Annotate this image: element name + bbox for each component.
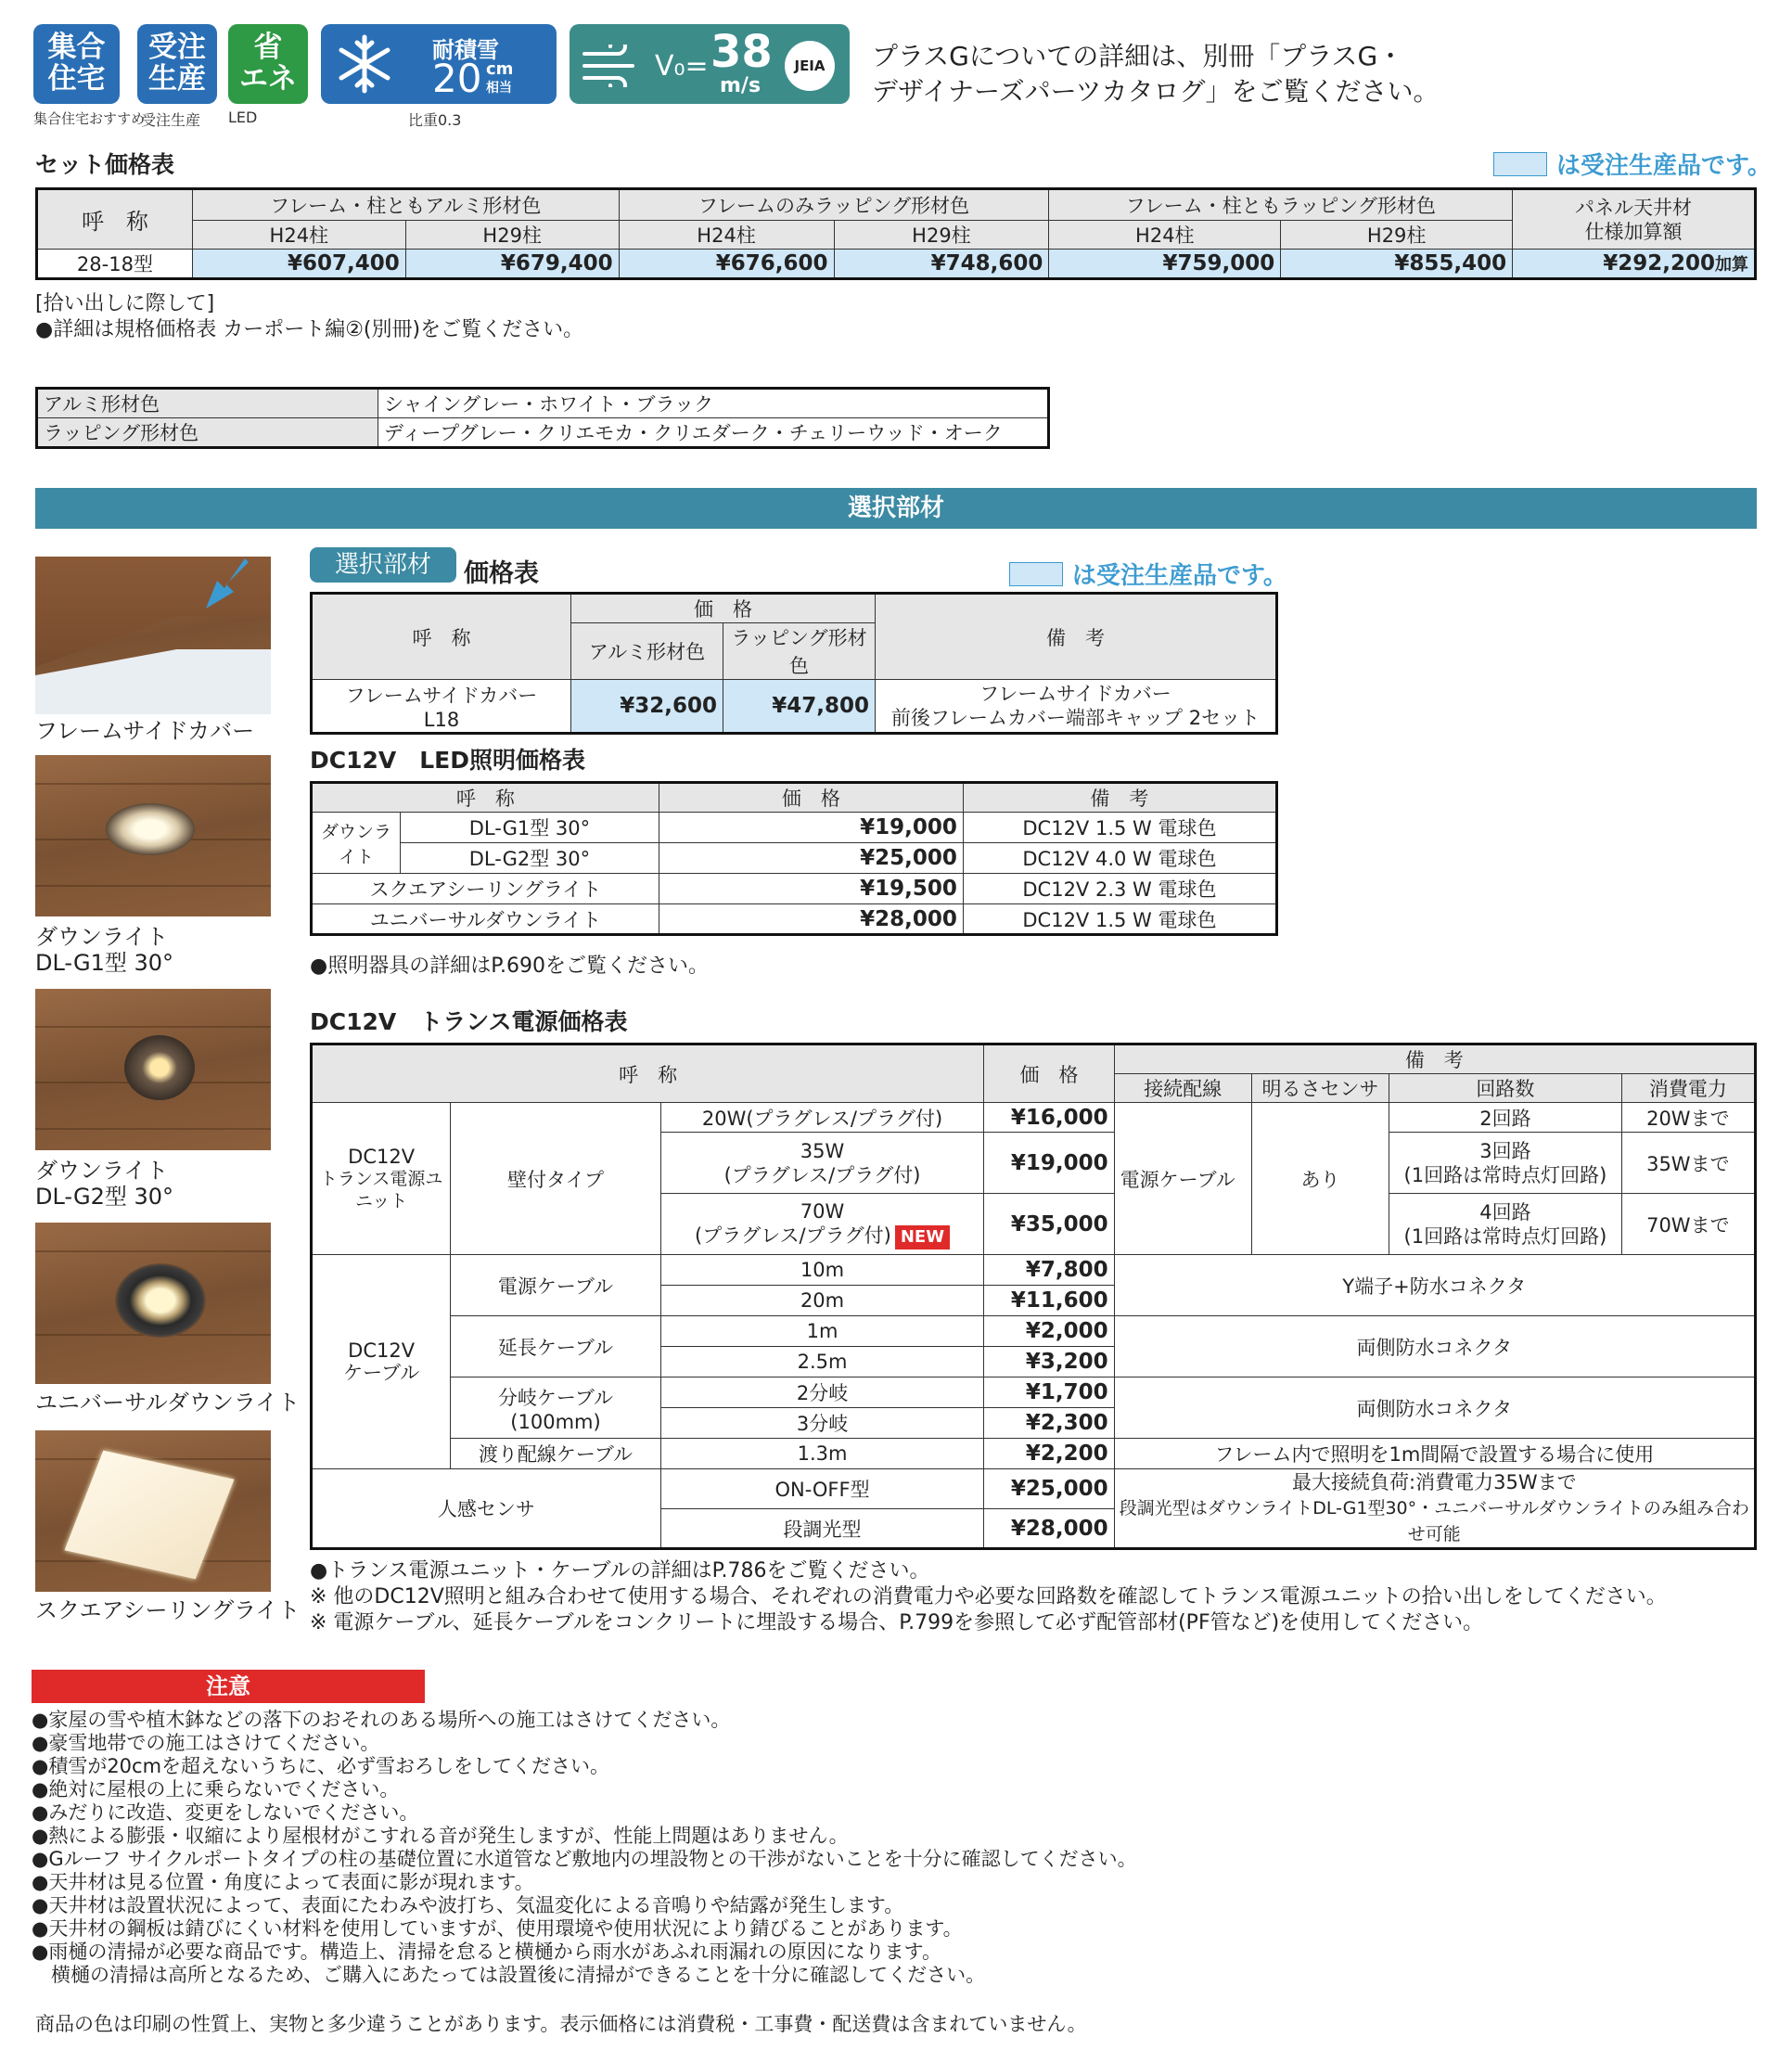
group-header: フレーム・柱ともラッピング形材色 [1049, 189, 1513, 221]
row-name: フレームサイドカバー L18 [312, 680, 571, 734]
sensor-spec: ON-OFF型 [660, 1469, 984, 1509]
sub-header: アルミ形材色 [571, 623, 723, 680]
cable-group: DC12V ケーブル [312, 1255, 451, 1469]
price-cell: ¥7,800 [984, 1255, 1114, 1286]
caution-item: ●天井材は設置状況によって、表面にたわみや波打ち、気温変化による音鳴りや結露が発生します。 [32, 1894, 904, 1916]
col-price: 価 格 [984, 1044, 1114, 1103]
trans-note: ※ 他のDC12V照明と組み合わせて使用する場合、それぞれの消費電力や必要な回路数を確認してトランス電源ユニットの拾い出しをしてください。 [310, 1585, 1667, 1608]
price-cell: ¥19,000 [984, 1133, 1114, 1194]
color-value: ディープグレー・クリエモカ・クリエダーク・チェリーウッド・オーク [378, 418, 1049, 448]
sensor-cell: あり [1251, 1103, 1389, 1255]
option-tag: 選択部材 [310, 547, 456, 583]
led-note: ●照明器具の詳細はP.690をご覧ください。 [310, 955, 710, 978]
sub-header: H29柱 [1281, 221, 1513, 250]
note-cell: DC12V 1.5 W 電球色 [963, 813, 1276, 843]
made-to-order-legend: は受注生産品です。 [1493, 147, 1772, 181]
power-cell: 70Wまで [1621, 1194, 1755, 1255]
circuit-cell: 3回路 (1回路は常時点灯回路) [1389, 1133, 1621, 1194]
price-cell: ¥855,400 [1281, 250, 1513, 279]
caution-bar: 注意 [32, 1670, 425, 1703]
intro-text: プラスGについての詳細は、別冊「プラスG・ デザイナーズパーツカタログ」をご覧ください。 [872, 41, 1440, 107]
cable-spec: 2分岐 [660, 1377, 984, 1408]
caution-item: ●豪雪地帯での施工はさけてください。 [32, 1732, 380, 1754]
sensor-name: 人感センサ [312, 1469, 661, 1549]
badge-apartment-caption: 集合住宅おすすめ [33, 110, 146, 127]
wind-unit: m/s [720, 74, 762, 97]
sub-header: H29柱 [405, 221, 619, 250]
cable-note: 両側防水コネクタ [1114, 1316, 1755, 1377]
price-cell: ¥25,000 [984, 1469, 1114, 1509]
panel-price-cell: ¥292,200加算 [1513, 250, 1756, 279]
sub-header: H29柱 [834, 221, 1049, 250]
badge-wind-speed [570, 24, 850, 104]
price-cell: ¥19,500 [659, 874, 963, 904]
snow-unit: cm [486, 59, 514, 79]
cable-name: 渡り配線ケーブル [451, 1439, 660, 1469]
cable-spec: 3分岐 [660, 1408, 984, 1439]
colors-table [35, 387, 1050, 449]
footer-note: 商品の色は印刷の性質上、実物と多少違うことがあります。表示価格には消費税・工事費・配送費は含まれていません。 [35, 2013, 1087, 2035]
power-cell: 35Wまで [1621, 1133, 1755, 1194]
caution-item: ●天井材は見る位置・角度によって表面に影が現れます。 [32, 1871, 534, 1893]
photo-square-ceiling-light [35, 1430, 271, 1592]
trans-price-table [310, 1043, 1757, 1550]
wind-label: V₀= [655, 50, 709, 83]
price-cell: ¥676,600 [619, 250, 834, 279]
price-cell: ¥607,400 [192, 250, 405, 279]
price-cell: ¥2,200 [984, 1439, 1114, 1469]
price-cell: ¥35,000 [984, 1194, 1114, 1255]
legend-swatch [1493, 152, 1547, 176]
unit-type: 壁付タイプ [451, 1103, 660, 1255]
group-header: フレームのみラッピング形材色 [619, 189, 1049, 221]
cable-spec: 10m [660, 1255, 984, 1286]
price-cell: ¥748,600 [834, 250, 1049, 279]
photo-caption: ダウンライト DL-G1型 30° [35, 924, 174, 976]
caution-item: 横樋の清掃は高所となるため、ご購入にあたっては設置後に清掃ができることを十分に確認してください。 [32, 1964, 986, 1986]
snowflake-icon [334, 33, 395, 95]
price-cell: ¥32,600 [571, 680, 723, 734]
set-price-title: セット価格表 [35, 151, 175, 178]
pickup-note-heading: [拾い出しに際して] [35, 292, 215, 315]
badge-made-to-order: 受注 生産 [137, 24, 217, 104]
note-cell: DC12V 4.0 W 電球色 [963, 843, 1276, 874]
photo-caption: ユニバーサルダウンライト [35, 1390, 301, 1416]
price-cell: ¥28,000 [984, 1509, 1114, 1549]
wiring-cell: 電源ケーブル [1114, 1103, 1251, 1255]
snow-unit-equiv: 相当 [486, 81, 512, 96]
price-cell: ¥16,000 [984, 1103, 1114, 1133]
sub-header: 接続配線 [1114, 1074, 1251, 1103]
sub-header: 回路数 [1389, 1074, 1621, 1103]
photo-frame-side-cover [35, 557, 271, 714]
color-value: シャイングレー・ホワイト・ブラック [378, 389, 1049, 418]
cable-spec: 1m [660, 1316, 984, 1347]
badge-energy-saving: 省 エネ [228, 24, 308, 104]
sub-header: H24柱 [192, 221, 405, 250]
badge-snow-load [321, 24, 557, 104]
cable-spec: 20m [660, 1286, 984, 1316]
trans-note: ※ 電源ケーブル、延長ケーブルをコンクリートに埋設する場合、P.799を参照して必ず配管部材(PF管など)を使用してください。 [310, 1611, 1484, 1634]
col-note: 備 考 [963, 783, 1276, 813]
cable-spec: 1.3m [660, 1439, 984, 1469]
caution-item: ●熱による膨張・収縮により屋根材がこすれる音が発生しますが、性能上問題はありません。 [32, 1825, 849, 1847]
photo-universal-downlight [35, 1223, 271, 1384]
badge-made-to-order-caption: 受注生産 [141, 111, 201, 129]
photo-caption: スクエアシーリングライト [35, 1597, 301, 1623]
photo-caption: ダウンライト DL-G2型 30° [35, 1158, 174, 1210]
trans-note: ●トランス電源ユニット・ケーブルの詳細はP.786をご覧ください。 [310, 1559, 930, 1582]
jeia-seal: JEIA [785, 41, 835, 91]
panel-header: パネル天井材 仕様加算額 [1513, 189, 1756, 250]
price-cell: ¥25,000 [659, 843, 963, 874]
option-price-table [310, 592, 1278, 735]
sub-header: H24柱 [619, 221, 834, 250]
new-badge: NEW [895, 1225, 950, 1249]
power-cell: 20Wまで [1621, 1103, 1755, 1133]
caution-item: ●Gルーフ サイクルポートタイプの柱の基礎位置に水道管など敷地内の埋設物との干渉がないことを十分に確認してください。 [32, 1848, 1137, 1870]
price-cell: ¥47,800 [723, 680, 876, 734]
caution-item: ●天井材の鋼板は錆びにくい材料を使用していますが、使用環境や使用状況により錆びることがあります。 [32, 1917, 963, 1940]
row-name: 28-18型 [37, 250, 193, 279]
col-name: 呼 称 [312, 594, 571, 680]
legend-swatch [1009, 562, 1063, 586]
cable-name: 分岐ケーブル(100mm) [451, 1377, 660, 1439]
unit-group: DC12V トランス電源ユニット [312, 1103, 451, 1255]
unit-spec: 70W (プラグレス/プラグ付) NEW [660, 1194, 984, 1255]
cable-note: フレーム内で照明を1m間隔で設置する場合に使用 [1114, 1439, 1755, 1469]
wind-icon [581, 45, 640, 87]
sub-header: ラッピング形材色 [723, 623, 876, 680]
snow-title: 耐積雪 [432, 37, 499, 63]
price-cell: ¥759,000 [1049, 250, 1281, 279]
row-name: ユニバーサルダウンライト [312, 904, 659, 935]
row-name: DL-G2型 30° [401, 843, 659, 874]
sub-header: H24柱 [1049, 221, 1281, 250]
option-title: 価格表 [464, 559, 539, 588]
badge-apartment: 集合 住宅 [33, 24, 120, 104]
pickup-note: ●詳細は規格価格表 カーポート編②(別冊)をご覧ください。 [35, 318, 584, 341]
cable-name: 電源ケーブル [451, 1255, 660, 1316]
made-to-order-legend-2: は受注生産品です。 [1009, 557, 1287, 591]
col-name: 呼 称 [312, 783, 659, 813]
col-note: 備 考 [876, 594, 1277, 680]
col-price: 価 格 [571, 594, 876, 623]
color-label: ラッピング形材色 [37, 418, 378, 448]
price-cell: ¥679,400 [405, 250, 619, 279]
photo-downlight-g1 [35, 755, 271, 916]
caution-item: ●家屋の雪や植木鉢などの落下のおそれのある場所への施工はさけてください。 [32, 1709, 731, 1731]
cable-note: 両側防水コネクタ [1114, 1377, 1755, 1439]
caution-list [32, 1709, 1137, 1987]
led-price-table [310, 781, 1278, 936]
badge-snow-caption: 比重0.3 [408, 111, 462, 129]
sensor-spec: 段調光型 [660, 1509, 984, 1549]
row-name: スクエアシーリングライト [312, 874, 659, 904]
price-cell: ¥2,000 [984, 1316, 1114, 1347]
unit-spec: 20W(プラグレス/プラグ付) [660, 1103, 984, 1133]
unit-spec: 35W (プラグレス/プラグ付) [660, 1133, 984, 1194]
col-note: 備 考 [1114, 1044, 1755, 1074]
price-cell: ¥28,000 [659, 904, 963, 935]
circuit-cell: 4回路 (1回路は常時点灯回路) [1389, 1194, 1621, 1255]
group-downlight: ダウンライト [312, 813, 401, 874]
arrow-icon [193, 557, 258, 621]
price-cell: ¥11,600 [984, 1286, 1114, 1316]
caution-item: ●積雪が20cmを超えないうちに、必ず雪おろしをしてください。 [32, 1755, 610, 1777]
photo-caption: フレームサイドカバー [35, 718, 255, 744]
badge-energy-saving-caption: LED [228, 109, 258, 126]
sensor-note: 最大接続負荷:消費電力35Wまで 段調光型はダウンライトDL-G1型30°・ユニバーサルダウンライトのみ組み合わせ可能 [1114, 1469, 1755, 1549]
col-name: 呼 称 [37, 189, 193, 250]
color-label: アルミ形材色 [37, 389, 378, 418]
note-cell: フレームサイドカバー 前後フレームカバー端部キャップ 2セット [876, 680, 1277, 734]
led-title: DC12V LED照明価格表 [310, 747, 585, 774]
caution-item: ●みだりに改造、変更をしないでください。 [32, 1801, 419, 1824]
row-name: DL-G1型 30° [401, 813, 659, 843]
sub-header: 消費電力 [1621, 1074, 1755, 1103]
col-price: 価 格 [659, 783, 963, 813]
group-header: フレーム・柱ともアルミ形材色 [192, 189, 619, 221]
wind-value: 38 [710, 26, 773, 78]
price-cell: ¥3,200 [984, 1347, 1114, 1377]
cable-name: 延長ケーブル [451, 1316, 660, 1377]
caution-item: ●絶対に屋根の上に乗らないでください。 [32, 1778, 400, 1800]
caution-item: ●雨樋の清掃が必要な商品です。構造上、清掃を怠ると横樋から雨水があふれ雨漏れの原因になります。 [32, 1941, 941, 1963]
note-cell: DC12V 1.5 W 電球色 [963, 904, 1276, 935]
sub-header: 明るさセンサ [1251, 1074, 1389, 1103]
section-bar: 選択部材 [35, 488, 1757, 529]
price-cell: ¥2,300 [984, 1408, 1114, 1439]
snow-value: 20 [432, 56, 482, 101]
set-price-table [35, 187, 1757, 280]
photo-downlight-g2 [35, 989, 271, 1150]
circuit-cell: 2回路 [1389, 1103, 1621, 1133]
col-name: 呼 称 [312, 1044, 984, 1103]
trans-title: DC12V トランス電源価格表 [310, 1008, 628, 1035]
note-cell: DC12V 2.3 W 電球色 [963, 874, 1276, 904]
cable-spec: 2.5m [660, 1347, 984, 1377]
price-cell: ¥1,700 [984, 1377, 1114, 1408]
price-cell: ¥19,000 [659, 813, 963, 843]
cable-note: Y端子+防水コネクタ [1114, 1255, 1755, 1316]
